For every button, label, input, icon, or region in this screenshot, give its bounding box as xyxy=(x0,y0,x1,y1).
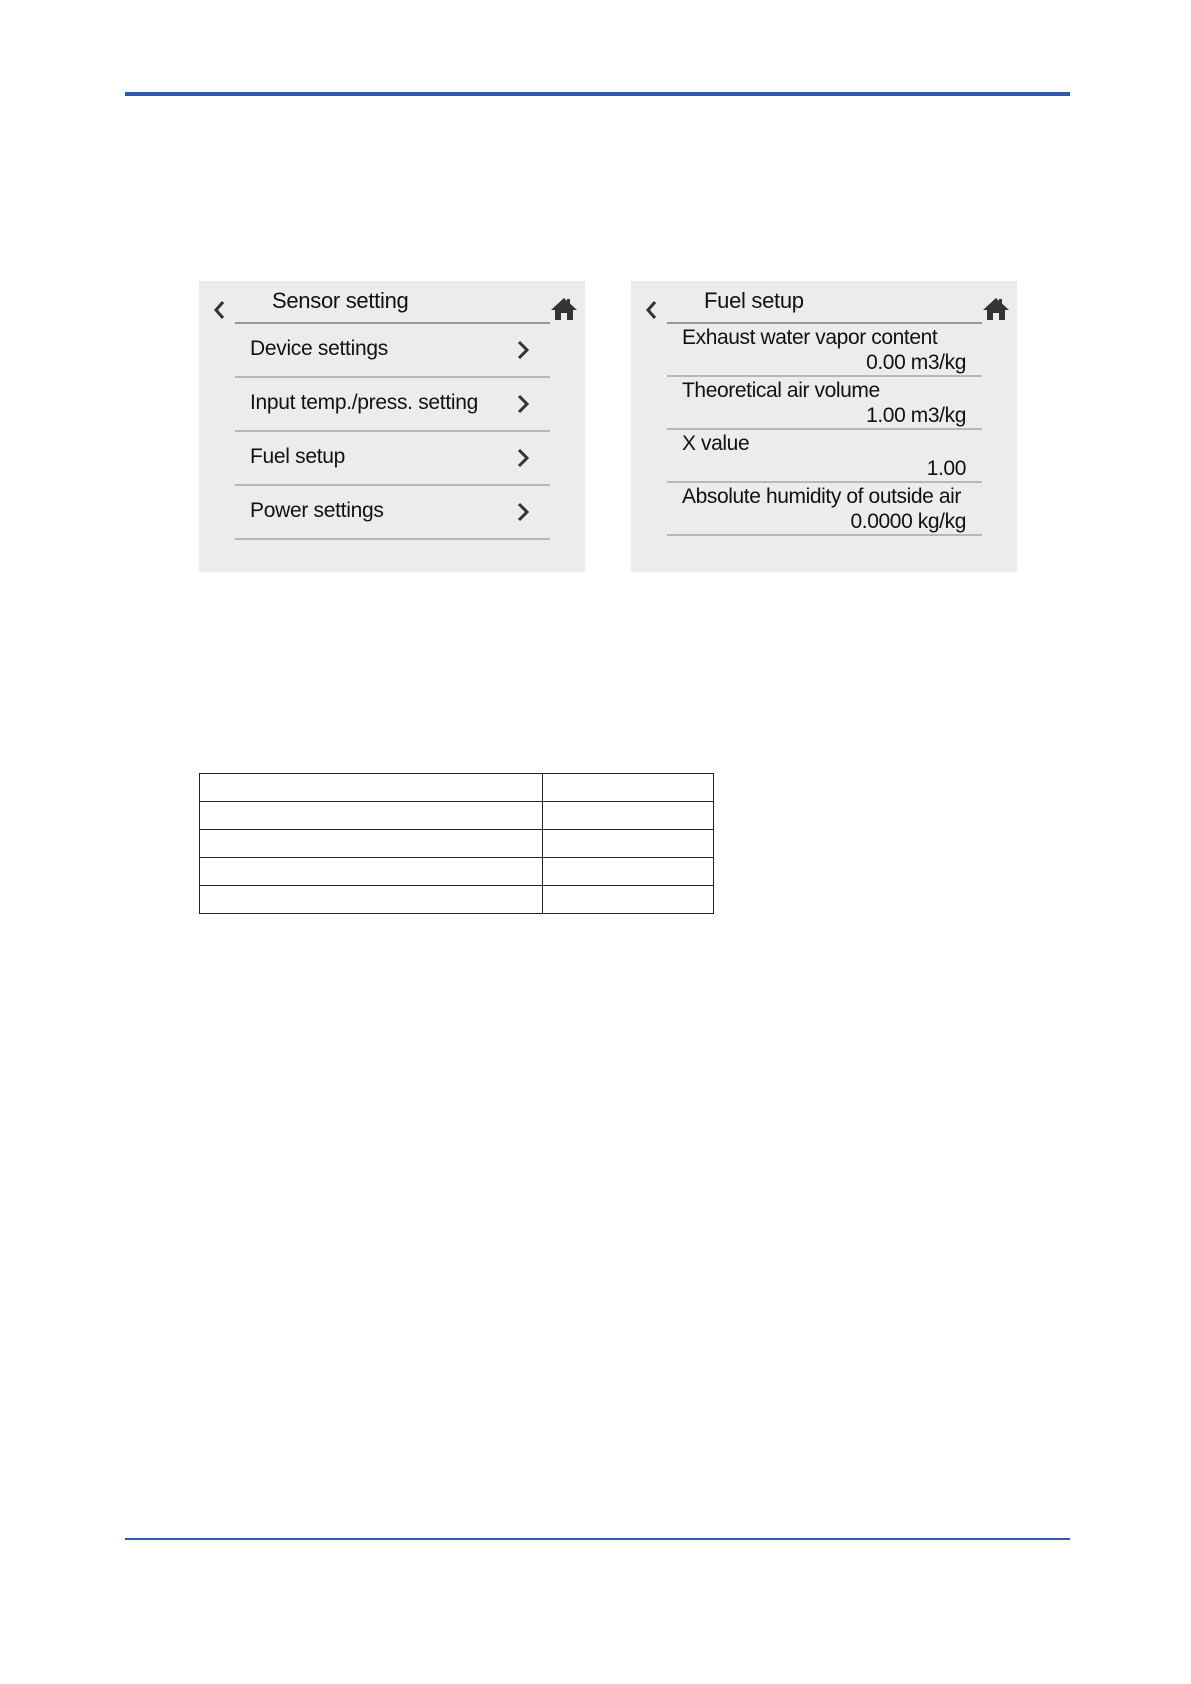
value-item-theoretical-air-volume[interactable] xyxy=(667,377,982,430)
menu-item-label: Power settings xyxy=(250,499,384,522)
screen-title: Fuel setup xyxy=(704,288,804,313)
footer-rule xyxy=(125,1538,1070,1540)
chevron-right-icon xyxy=(516,339,530,361)
home-button[interactable] xyxy=(549,295,579,323)
value-item-label: Theoretical air volume xyxy=(682,379,880,402)
value-item-value: 1.00 m3/kg xyxy=(866,404,966,427)
menu-item-device-settings[interactable] xyxy=(235,324,550,378)
header-rule xyxy=(125,92,1070,96)
table-row xyxy=(200,774,714,802)
value-item-value: 1.00 xyxy=(926,457,966,480)
home-button[interactable] xyxy=(981,295,1011,323)
value-item-exhaust-water-vapor[interactable] xyxy=(667,324,982,377)
menu-item-label: Fuel setup xyxy=(250,445,346,468)
fuel-setup-screen xyxy=(631,281,1017,572)
table-cell xyxy=(543,774,714,802)
table-cell xyxy=(543,858,714,886)
table-cell xyxy=(200,886,543,914)
chevron-right-icon xyxy=(516,447,530,469)
menu-list xyxy=(235,324,550,540)
value-item-label: Exhaust water vapor content xyxy=(682,326,938,349)
menu-item-fuel-setup[interactable] xyxy=(235,432,550,486)
menu-item-power-settings[interactable] xyxy=(235,486,550,540)
table-cell xyxy=(543,886,714,914)
chevron-left-icon xyxy=(645,300,657,320)
value-item-absolute-humidity[interactable] xyxy=(667,483,982,536)
back-button[interactable] xyxy=(209,297,229,323)
value-item-label: Absolute humidity of outside air xyxy=(682,485,962,508)
table-row xyxy=(200,858,714,886)
sensor-setting-screen xyxy=(199,281,585,572)
value-item-value: 0.00 m3/kg xyxy=(866,351,966,374)
table-cell xyxy=(200,774,543,802)
home-icon xyxy=(550,297,578,321)
value-item-label: X value xyxy=(682,432,750,455)
screen-title: Sensor setting xyxy=(272,288,409,313)
chevron-left-icon xyxy=(213,300,225,320)
value-list xyxy=(667,324,982,536)
menu-item-label: Device settings xyxy=(250,337,388,360)
table-row xyxy=(200,830,714,858)
chevron-right-icon xyxy=(516,393,530,415)
table-row xyxy=(200,886,714,914)
blank-table xyxy=(199,773,714,914)
table-cell xyxy=(200,858,543,886)
chevron-right-icon xyxy=(516,501,530,523)
home-icon xyxy=(982,297,1010,321)
menu-item-input-temp-press[interactable] xyxy=(235,378,550,432)
value-item-value: 0.0000 kg/kg xyxy=(850,510,966,533)
table-cell xyxy=(543,830,714,858)
table-row xyxy=(200,802,714,830)
table-cell xyxy=(200,830,543,858)
menu-item-label: Input temp./press. setting xyxy=(250,391,478,414)
table-cell xyxy=(200,802,543,830)
table-cell xyxy=(543,802,714,830)
back-button[interactable] xyxy=(641,297,661,323)
value-item-x-value[interactable] xyxy=(667,430,982,483)
